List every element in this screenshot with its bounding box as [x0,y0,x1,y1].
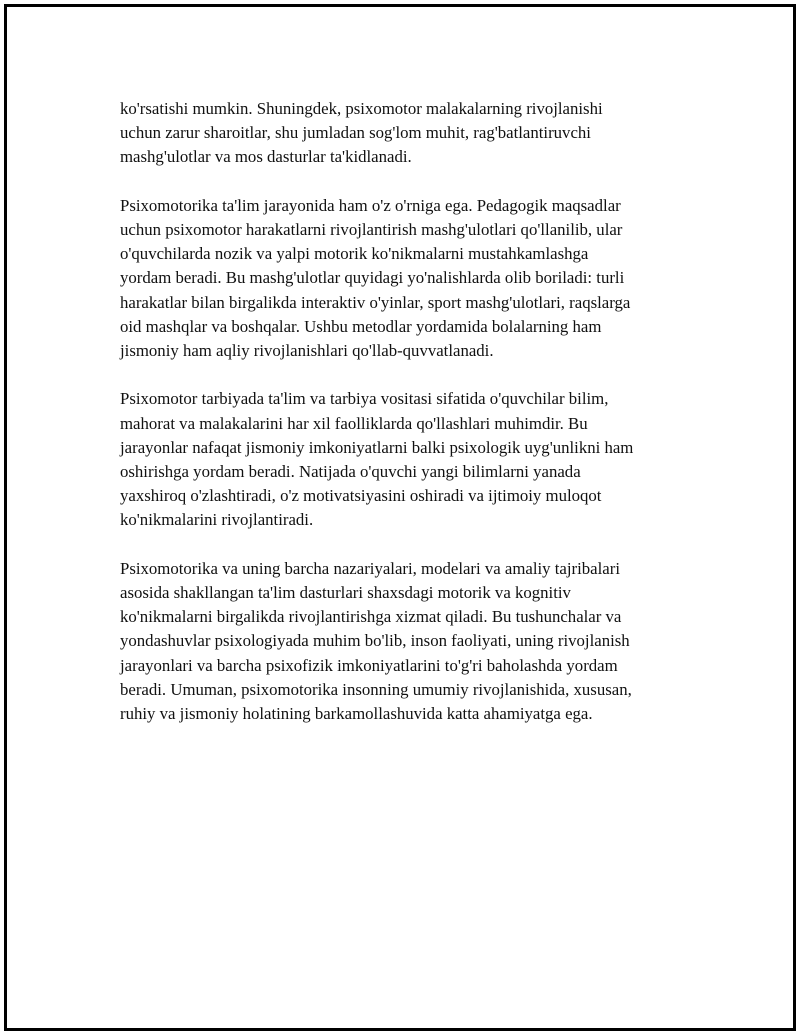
page-frame [4,4,796,1031]
paragraph-4: Psixomotorika va uning barcha nazariyalari, modelari va amaliy tajribalari asosida shakllangan ta'lim dasturlari shaxsdagi motorik va kognitiv ko'nikmalarni birgalikda rivojlantirishga xizmat qiladi. Bu tushunchalar va yondashuvlar psixologiyada muhim bo'lib, inson faoliyati, uning rivojlanish jarayonlari va barcha psixofizik imkoniyatlarini to'g'ri baholashda yordam beradi. Umuman, psixomotorika insonning umumiy rivojlanishida, xususan, ruhiy va jismoniy holatining barkamollashuvida katta ahamiyatga ega. [120,558,632,724]
paragraph-3: Psixomotor tarbiyada ta'lim va tarbiya vositasi sifatida o'quvchilar bilim, mahorat va malakalarini har xil faolliklarda qo'llashlari muhimdir. Bu jarayonlar nafaqat jismoniy imkoniyatlarni balki psixologik uyg'unlikni ham oshirishga yordam beradi. Natijada o'quvchi yangi bilimlarni yanada yaxshiroq o'zlashtiradi, o'z motivatsiyasini oshiradi va ijtimoiy muloqot ko'nikmalarini rivojlantiradi. [120,389,634,530]
paragraph-1: ko'rsatishi mumkin. Shuningdek, psixomotor malakalarning rivojlanishi uchun zarur sharoitlar, shu jumladan sog'lom muhit, rag'batlantiruvchi mashg'ulotlar va mos dasturlar ta'kidlanadi. [120,99,603,167]
paragraph-2: Psixomotorika ta'lim jarayonida ham o'z o'rniga ega. Pedagogik maqsadlar uchun psixomotor harakatlarni rivojlantirish mashg'ulotlari qo'llanilib, ular o'quvchilarda nozik va yalpi motorik ko'nikmalarni mustahkamlashga yordam beradi. Bu mashg'ulotlar quyidagi yo'nalishlarda olib boriladi: turli harakatlar bilan birgalikda interaktiv o'yinlar, sport mashg'ulotlari, raqslarga oid mashqlar va boshqalar. Ushbu metodlar yordamida bolalarning ham jismoniy ham aqliy rivojlanishlari qo'llab-quvvatlanadi. [120,195,631,361]
document-body [120,97,700,750]
